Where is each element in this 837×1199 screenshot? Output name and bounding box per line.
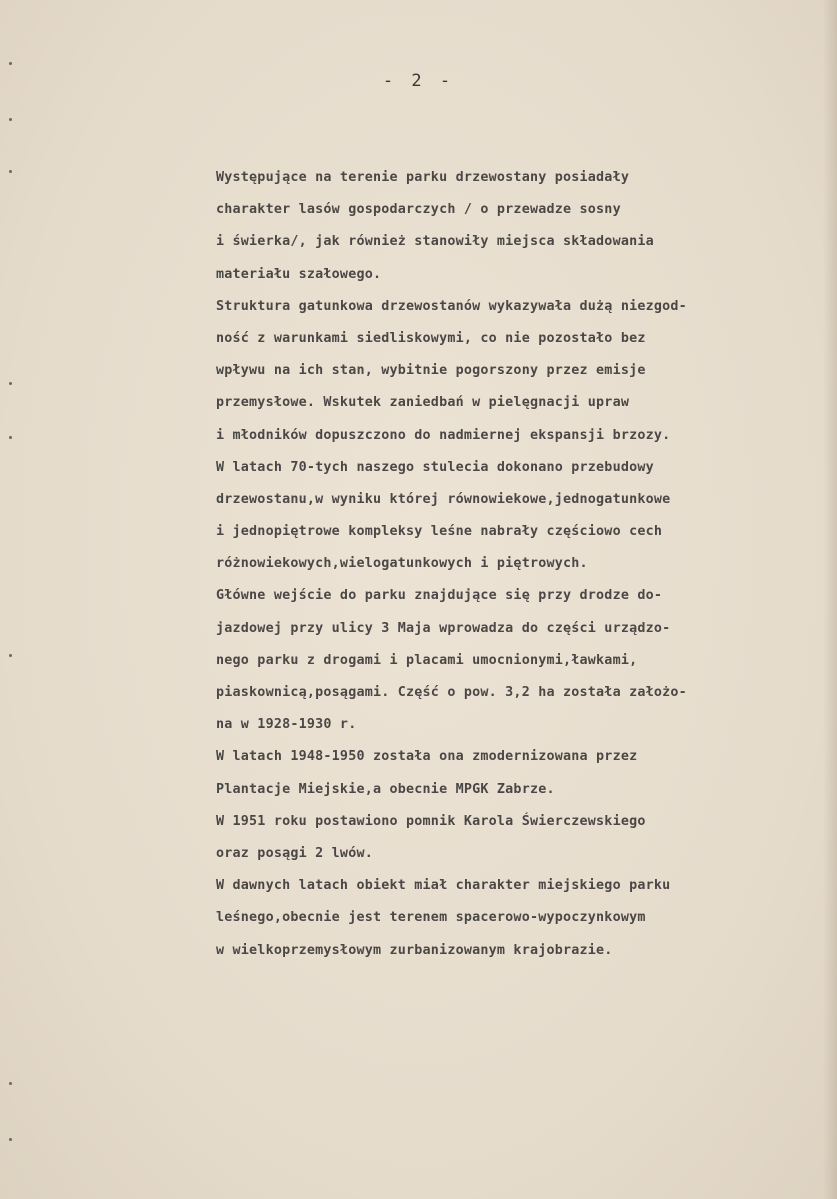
text-line: materiału szałowego.	[216, 266, 382, 282]
binding-hole-mark	[9, 1138, 12, 1141]
binding-hole-mark	[9, 1082, 12, 1085]
text-line: charakter lasów gospodarczych / o przewadze sosny	[216, 202, 621, 218]
text-line: leśnego,obecnie jest terenem spacerowo-wypoczynkowym	[216, 910, 646, 926]
text-line: różnowiekowych,wielogatunkowych i piętrowych.	[216, 556, 588, 572]
text-line: Występujące na terenie parku drzewostany posiadały	[216, 170, 630, 185]
text-line: drzewostanu,w wyniku której równowiekowe,jednogatunkowe	[216, 491, 671, 507]
text-line: i jednopiętrowe kompleksy leśne nabrały częściowo cech	[216, 524, 663, 540]
text-line: przemysłowe. Wskutek zaniedbań w pielęgnacji upraw	[216, 395, 630, 411]
binding-hole-mark	[9, 654, 12, 657]
text-line: Struktura gatunkowa drzewostanów wykazywała dużą niezgod-	[216, 298, 687, 314]
text-line: i świerka/, jak również stanowiły miejsca składowania	[216, 234, 654, 250]
text-line: W latach 1948-1950 została ona zmodernizowana przez	[216, 749, 638, 765]
binding-hole-mark	[9, 382, 12, 385]
binding-hole-mark	[9, 118, 12, 121]
binding-hole-mark	[9, 436, 12, 439]
page-number: - 2 -	[382, 71, 455, 91]
text-line: Plantacje Miejskie,a obecnie MPGK Zabrze.	[216, 781, 555, 797]
text-line: W 1951 roku postawiono pomnik Karola Świerczewskiego	[216, 813, 646, 829]
text-line: w wielkoprzemysłowym zurbanizowanym krajobrazie.	[216, 942, 613, 958]
text-line: Główne wejście do parku znajdujące się przy drodze do-	[216, 588, 663, 604]
binding-hole-mark	[9, 170, 12, 173]
text-line: nego parku z drogami i placami umocnionymi,ławkami,	[216, 652, 638, 668]
text-line: ność z warunkami siedliskowymi, co nie pozostało bez	[216, 330, 646, 346]
text-line: na w 1928-1930 r.	[216, 717, 357, 733]
text-line: jazdowej przy ulicy 3 Maja wprowadza do części urządzo-	[216, 620, 671, 636]
text-line: i młodników dopuszczono do nadmiernej ekspansji brzozy.	[216, 427, 671, 443]
text-line: piaskownicą,posągami. Część o pow. 3,2 ha została założo-	[216, 685, 687, 700]
body-text	[216, 162, 826, 967]
text-line: W dawnych latach obiekt miał charakter miejskiego parku	[216, 878, 671, 894]
text-line: wpływu na ich stan, wybitnie pogorszony przez emisje	[216, 363, 646, 379]
binding-hole-mark	[9, 62, 12, 65]
text-line: W latach 70-tych naszego stulecia dokonano przebudowy	[216, 459, 654, 475]
text-line: oraz posągi 2 lwów.	[216, 845, 373, 861]
